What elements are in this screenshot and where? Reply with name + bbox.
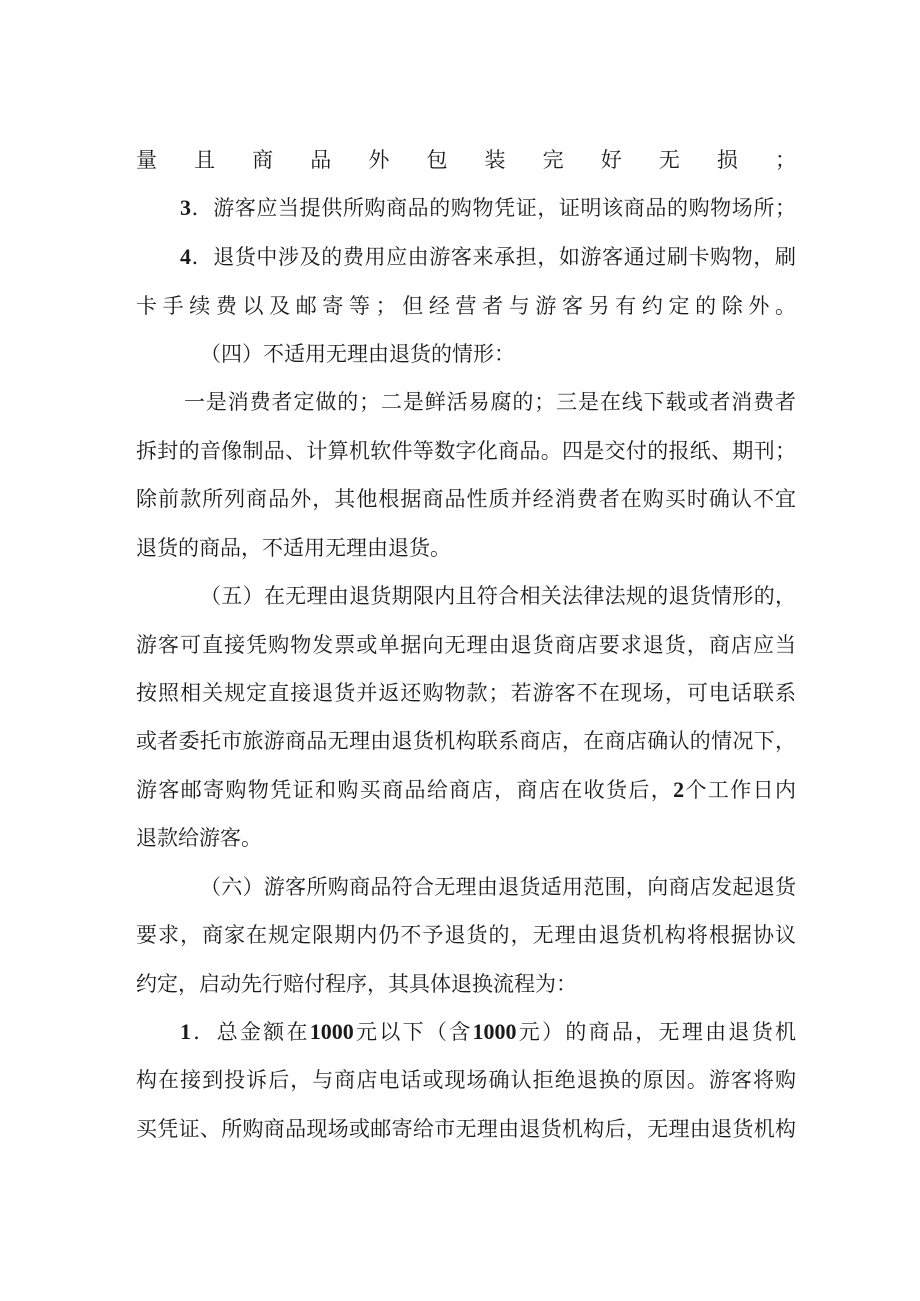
- item-number: 1: [180, 1019, 191, 1044]
- line-text: 退货的商品，不适用无理由退货。: [136, 536, 451, 560]
- text-line: [136, 437, 796, 465]
- text-line: [136, 1066, 796, 1094]
- text-line: [136, 970, 796, 998]
- line-text: （六）游客所购商品符合无理由退货适用范围，向商店发起退货: [200, 875, 796, 899]
- line-text: （四）不适用无理由退货的情形：: [200, 342, 515, 366]
- list-item-4: [180, 243, 796, 271]
- line-text: 拆封的音像制品、计算机软件等数字化商品。四是交付的报纸、期刊；: [136, 439, 796, 463]
- item-number: 4: [180, 244, 191, 269]
- line-text: 约定，启动先行赔付程序，其具体退换流程为：: [136, 972, 577, 996]
- item-number: 3: [180, 195, 191, 220]
- day-count-number: 2: [673, 777, 685, 802]
- section-heading-6: [200, 873, 796, 901]
- line-text: 卡手续费以及邮寄等；但经营者与游客另有约定的除外。: [136, 294, 796, 318]
- line-text: 个工作日内: [684, 778, 797, 802]
- section-heading-5: [200, 582, 796, 610]
- line-text: 要求，商家在规定限期内仍不予退货的，无理由退货机构将根据协议: [136, 923, 796, 947]
- text-line: [136, 485, 796, 513]
- section-heading-4: [200, 340, 796, 368]
- line-text: 或者委托市旅游商品无理由退货机构联系商店，在商店确认的情况下，: [136, 729, 796, 753]
- line-text: ．退货中涉及的费用应由游客来承担，如游客通过刷卡购物，刷: [191, 245, 796, 269]
- line-text: 按照相关规定直接退货并返还购物款；若游客不在现场，可电话联系: [136, 681, 796, 705]
- line-text: 量且商品外包装完好无损；: [136, 148, 796, 172]
- text-line: [136, 631, 796, 659]
- line-text: 一是消费者定做的；二是鲜活易腐的；三是在线下载或者消费者: [184, 390, 796, 414]
- line-text: （五）在无理由退货期限内且符合相关法律法规的退货情形的，: [200, 584, 796, 608]
- text-line: [136, 727, 796, 755]
- text-line: [136, 1115, 796, 1143]
- text-line: [136, 824, 796, 852]
- text-line: [184, 388, 796, 416]
- text-line: [136, 776, 796, 804]
- list-item-3: [180, 194, 796, 222]
- line-text: 游客可直接凭购物发票或单据向无理由退货商店要求退货，商店应当: [136, 633, 796, 657]
- list-item-1: [180, 1018, 796, 1046]
- line-text: ．游客应当提供所购商品的购物凭证，证明该商品的购物场所；: [191, 196, 796, 220]
- text-line: [136, 534, 796, 562]
- text-line: [136, 146, 796, 174]
- line-text: 买凭证、所购商品现场或邮寄给市无理由退货机构后，无理由退货机构: [136, 1117, 796, 1141]
- line-text: ．总金额在: [191, 1020, 310, 1044]
- amount-number: 1000: [309, 1019, 354, 1044]
- line-text: 退款给游客。: [136, 826, 262, 850]
- text-line: [136, 292, 796, 320]
- amount-number: 1000: [472, 1019, 517, 1044]
- line-text: 元）的商品，无理由退货机: [516, 1020, 796, 1044]
- line-text: 游客邮寄购物凭证和购买商品给商店，商店在收货后，: [136, 778, 674, 802]
- line-text: 除前款所列商品外，其他根据商品性质并经消费者在购买时确认不宜: [136, 487, 796, 511]
- text-line: [136, 921, 796, 949]
- text-line: [136, 679, 796, 707]
- line-text: 元以下（含: [353, 1020, 473, 1044]
- line-text: 构在接到投诉后，与商店电话或现场确认拒绝退换的原因。游客将购: [136, 1068, 796, 1092]
